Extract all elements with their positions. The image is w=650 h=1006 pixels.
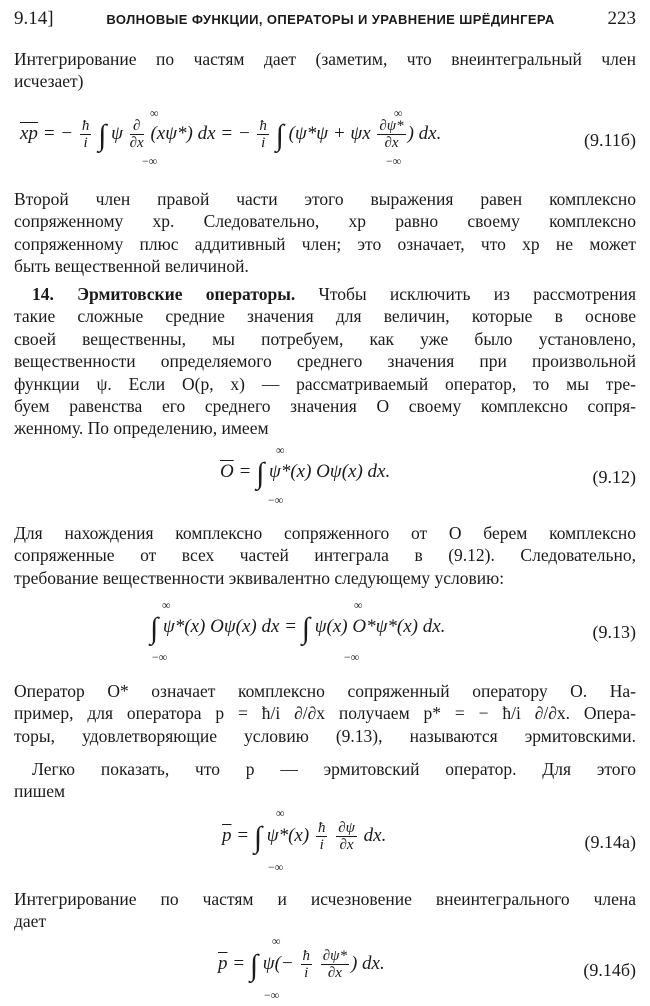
equation-number: (9.11б) bbox=[584, 130, 636, 150]
lower-limit: −∞ bbox=[152, 650, 168, 664]
text-line: 14. Эрмитовские операторы. Чтобы исключить из рассмотрения bbox=[32, 284, 637, 304]
equation-number: (9.14б) bbox=[583, 960, 636, 980]
upper-limit: ∞ bbox=[276, 443, 285, 457]
equation-text bbox=[14, 806, 24, 807]
lower-limit: −∞ bbox=[268, 860, 284, 874]
equation-9-11b bbox=[14, 106, 636, 170]
paragraph-4 bbox=[14, 522, 636, 589]
lower-limit: −∞ bbox=[344, 650, 360, 664]
equation-9-14b bbox=[14, 934, 636, 1004]
paragraph-3 bbox=[14, 283, 636, 440]
text-line: женному. По определению, имеем bbox=[14, 418, 269, 439]
text-line: Интегрирование по частям дает (заметим, что внеинтегральный член bbox=[14, 49, 636, 69]
upper-limit: ∞ bbox=[150, 106, 159, 120]
text-line: сопряженные от всех частей интеграла в (9.12). Следовательно, bbox=[14, 545, 636, 566]
upper-limit: ∞ bbox=[162, 598, 171, 612]
equation-number: (9.12) bbox=[592, 467, 636, 487]
text-line: сопряженному xp. Следовательно, xp равно своему комплексно bbox=[14, 211, 636, 232]
text-line: Оператор O* означает комплексно сопряженный оператору O. На- bbox=[14, 681, 636, 701]
text-line: требование вещественности эквивалентно следующему условию: bbox=[14, 567, 505, 588]
lower-limit: −∞ bbox=[264, 988, 280, 1002]
paragraph-5 bbox=[14, 680, 636, 747]
equation-render: $\overline{xp}$ = − $\frac{ħ}{i}$ ∫ ψ $\frac{\partial}{\partial x}$ (xψ*) dx = − $\frac{ħ}{i}$ ∫ (ψ*ψ + ψx $\frac{\partial\psi*}{\partial x}$ ) dx. bbox=[20, 118, 442, 152]
text-line: вещественности определяемого среднего значения при произвольной bbox=[14, 351, 636, 372]
text-line: торы, удовлетворяющие условию (9.13), называются эрмитовскими. bbox=[14, 725, 636, 746]
section-number: 9.14] bbox=[14, 8, 54, 29]
equation-text bbox=[14, 106, 38, 107]
text-line: исчезает) bbox=[14, 71, 84, 92]
text-line: сопряженному плюс аддитивный член; это означает, что xp не может bbox=[14, 233, 636, 254]
equation-text bbox=[14, 443, 23, 444]
lower-limit: −∞ bbox=[386, 154, 402, 168]
lower-limit: −∞ bbox=[142, 154, 158, 168]
equation-9-14a bbox=[14, 806, 636, 872]
equation-text bbox=[14, 598, 29, 599]
upper-limit: ∞ bbox=[394, 106, 403, 120]
paragraph-6 bbox=[14, 758, 636, 803]
equation-text bbox=[14, 934, 24, 935]
equation-render: $\overline{O}$ = ∫ ψ*(x) Oψ(x) dx. bbox=[220, 457, 391, 490]
equation-number: (9.14а) bbox=[584, 832, 636, 852]
equation-number: (9.13) bbox=[592, 622, 636, 642]
text-line: пишем bbox=[14, 781, 66, 802]
text-line: Второй член правой части этого выражения равен комплексно bbox=[14, 189, 636, 209]
text-line: Для нахождения комплексно сопряженного от O берем комплексно bbox=[14, 523, 636, 543]
paragraph-2 bbox=[14, 188, 636, 278]
equation-render: $\overline{p}$ = ∫ ψ(− $\frac{ħ}{i}$ $\frac{\partial\psi*}{\partial x}$ ) dx. bbox=[218, 948, 385, 982]
upper-limit: ∞ bbox=[276, 806, 285, 820]
text-line: функции ψ. Если O(p, x) — рассматриваемый оператор, то мы тре- bbox=[14, 373, 636, 394]
paragraph-1 bbox=[14, 48, 636, 93]
section-heading: 14. Эрмитовские операторы. bbox=[32, 284, 296, 304]
text-line: буем равенства его среднего значения O своему комплексно сопря- bbox=[14, 395, 636, 416]
chapter-title: ВОЛНОВЫЕ ФУНКЦИИ, ОПЕРАТОРЫ И УРАВНЕНИЕ ШРЁДИНГЕРА bbox=[106, 12, 555, 27]
equation-render: $\overline{p}$ = ∫ ψ*(x) $\frac{ħ}{i}$ $\frac{\partial\psi}{\partial x}$ dx. bbox=[222, 820, 387, 854]
text-line: своей вещественны, мы потребуем, как уже было установлено, bbox=[14, 328, 636, 349]
text-line: быть вещественной величиной. bbox=[14, 256, 249, 277]
equation-9-12 bbox=[14, 443, 636, 507]
page-number: 223 bbox=[607, 8, 636, 29]
upper-limit: ∞ bbox=[354, 598, 363, 612]
equation-render: ∫ ψ*(x) Oψ(x) dx = ∫ ψ(x) O*ψ*(x) dx. bbox=[150, 612, 446, 645]
lower-limit: −∞ bbox=[268, 493, 284, 507]
paragraph-7 bbox=[14, 888, 636, 933]
equation-9-13 bbox=[14, 598, 636, 664]
running-header bbox=[14, 8, 636, 36]
text-line: дает bbox=[14, 911, 47, 932]
text-line: Интегрирование по частям и исчезновение внеинтегрального члена bbox=[14, 889, 636, 909]
text-line: такие сложные средние значения для величин, которые в основе bbox=[14, 306, 636, 327]
text-line: Легко показать, что p — эрмитовский оператор. Для этого bbox=[32, 759, 636, 779]
upper-limit: ∞ bbox=[272, 934, 281, 948]
text-line: пример, для оператора p = ħ/i ∂/∂x получаем p* = − ħ/i ∂/∂x. Опера- bbox=[14, 703, 636, 724]
